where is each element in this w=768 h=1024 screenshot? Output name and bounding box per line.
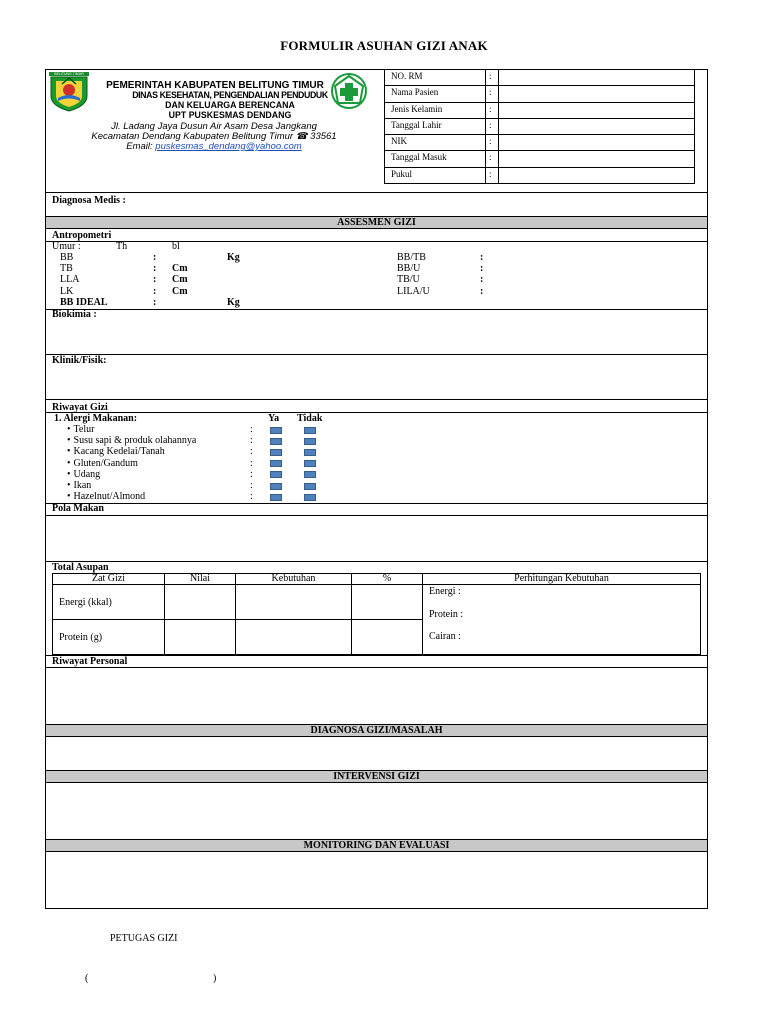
email-label: Email: xyxy=(126,141,156,152)
allergen-item: • Susu sapi & produk olahannya xyxy=(67,435,196,446)
allergen-sep: : xyxy=(250,491,253,503)
patient-field-sep: : xyxy=(486,167,499,183)
allergen-sep: : xyxy=(250,424,253,435)
allergen-sep: : xyxy=(250,446,253,458)
divider xyxy=(45,241,708,242)
logo-caption: BELITUNG TIMUR xyxy=(54,72,84,76)
antro-index-label: TB/U xyxy=(397,274,420,285)
energi-nilai-cell[interactable] xyxy=(165,585,236,620)
allergen-ya-checkbox[interactable] xyxy=(270,438,282,445)
org-line-3: DAN KELUARGA BERENCANA xyxy=(165,100,295,110)
patient-field-value[interactable] xyxy=(499,70,695,86)
patient-field-value[interactable] xyxy=(499,118,695,134)
antro-label: TB xyxy=(60,263,73,274)
alergi-heading: 1. Alergi Makanan: xyxy=(54,413,138,424)
allergen-item: • Gluten/Gandum xyxy=(67,458,138,469)
bl-label: bl xyxy=(172,241,180,252)
divider xyxy=(45,354,708,355)
th-label: Th xyxy=(116,241,128,252)
address-line-1: Jl. Ladang Jaya Dusun Air Asam Desa Jangkang xyxy=(111,121,317,132)
energi-percent-cell[interactable] xyxy=(352,585,423,620)
allergen-tidak-checkbox[interactable] xyxy=(304,494,316,501)
patient-field-sep: : xyxy=(486,70,499,86)
antro-sep: : xyxy=(153,252,157,263)
divider xyxy=(45,667,708,668)
ya-header: Ya xyxy=(268,413,280,424)
col-perhitungan: Perhitungan Kebutuhan xyxy=(423,574,701,585)
form-title: FORMULIR ASUHAN GIZI ANAK xyxy=(280,38,488,53)
antropometri-heading: Antropometri xyxy=(52,230,112,241)
org-line-2: DINAS KESEHATAN, PENGENDALIAN PENDUDUK xyxy=(132,90,328,100)
protein-percent-cell[interactable] xyxy=(352,620,423,655)
section-assesmen-gizi: ASSESMEN GIZI xyxy=(46,216,707,229)
antro-sep: : xyxy=(153,297,157,308)
klinik-label: Klinik/Fisik: xyxy=(52,355,107,366)
patient-field-row xyxy=(385,70,695,86)
allergen-item: • Udang xyxy=(67,469,100,480)
allergen-tidak-checkbox[interactable] xyxy=(304,483,316,490)
antro-sep: : xyxy=(153,286,157,297)
protein-kebutuhan-cell[interactable] xyxy=(236,620,352,655)
org-line-4: UPT PUSKESMAS DENDANG xyxy=(168,110,292,120)
antro-label: BB xyxy=(60,252,74,263)
allergen-tidak-checkbox[interactable] xyxy=(304,449,316,456)
antro-unit: Kg xyxy=(227,252,240,263)
protein-nilai-cell[interactable] xyxy=(165,620,236,655)
diagnosa-medis-label: Diagnosa Medis : xyxy=(52,195,126,206)
antro-unit: Cm xyxy=(172,286,188,297)
email-link[interactable]: puskesmas_dendang@yahoo.com xyxy=(155,141,302,152)
patient-field-sep: : xyxy=(486,135,499,151)
divider xyxy=(45,503,708,504)
patient-field-value[interactable] xyxy=(499,135,695,151)
col-zat-gizi: Zat Gizi xyxy=(53,574,165,585)
patient-field-sep: : xyxy=(486,151,499,167)
antro-index-label: LILA/U xyxy=(397,286,430,297)
patient-field-row xyxy=(385,118,695,134)
patient-field-label: Tanggal Masuk xyxy=(385,151,486,167)
antro-index-sep: : xyxy=(480,286,484,297)
perhitungan-energi: Energi : xyxy=(429,586,461,597)
divider xyxy=(45,561,708,562)
antro-index-sep: : xyxy=(480,274,484,285)
allergen-sep: : xyxy=(250,468,253,480)
divider xyxy=(45,309,708,310)
total-asupan-table xyxy=(52,573,701,655)
allergen-tidak-checkbox[interactable] xyxy=(304,427,316,434)
patient-field-row xyxy=(385,102,695,118)
allergen-item: • Telur xyxy=(67,424,94,435)
divider xyxy=(45,655,708,656)
allergen-item: • Ikan xyxy=(67,480,91,491)
pola-makan-label: Pola Makan xyxy=(52,503,104,514)
org-line-1: PEMERINTAH KABUPATEN BELITUNG TIMUR xyxy=(106,80,324,91)
signature-close-paren: ) xyxy=(213,973,217,984)
allergen-tidak-checkbox[interactable] xyxy=(304,460,316,467)
col-percent: % xyxy=(352,574,423,585)
patient-field-label: Jenis Kelamin xyxy=(385,102,486,118)
allergen-ya-checkbox[interactable] xyxy=(270,494,282,501)
divider xyxy=(45,192,708,193)
patient-field-value[interactable] xyxy=(499,151,695,167)
patient-info-table xyxy=(384,69,695,184)
allergen-ya-checkbox[interactable] xyxy=(270,471,282,478)
divider xyxy=(45,412,708,413)
antro-label: LLA xyxy=(60,274,80,285)
antro-index-label: BB/U xyxy=(397,263,421,274)
biokimia-label: Biokimia : xyxy=(52,309,97,320)
patient-field-label: Nama Pasien xyxy=(385,86,486,102)
antro-unit: Cm xyxy=(172,274,188,285)
petugas-gizi-label: PETUGAS GIZI xyxy=(110,933,178,944)
section-intervensi-gizi: INTERVENSI GIZI xyxy=(46,770,707,783)
patient-field-row xyxy=(385,135,695,151)
allergen-ya-checkbox[interactable] xyxy=(270,460,282,467)
allergen-sep: : xyxy=(250,457,253,469)
allergen-ya-checkbox[interactable] xyxy=(270,449,282,456)
allergen-ya-checkbox[interactable] xyxy=(270,427,282,434)
form-frame xyxy=(45,69,708,909)
patient-field-value[interactable] xyxy=(499,86,695,102)
divider xyxy=(45,515,708,516)
allergen-item: • Hazelnut/Almond xyxy=(67,491,145,502)
patient-field-sep: : xyxy=(486,118,499,134)
allergen-sep: : xyxy=(250,435,253,447)
umur-label: Umur : xyxy=(52,241,81,252)
patient-field-sep: : xyxy=(486,86,499,102)
energi-kebutuhan-cell[interactable] xyxy=(236,585,352,620)
section-monitoring: MONITORING DAN EVALUASI xyxy=(46,839,707,852)
antro-sep: : xyxy=(153,263,157,274)
patient-field-label: NO. RM xyxy=(385,70,486,86)
patient-field-value[interactable] xyxy=(499,102,695,118)
allergen-tidak-checkbox[interactable] xyxy=(304,471,316,478)
col-nilai: Nilai xyxy=(165,574,236,585)
divider xyxy=(45,399,708,400)
antro-index-sep: : xyxy=(480,263,484,274)
tidak-header: Tidak xyxy=(297,413,323,424)
antro-unit: Kg xyxy=(227,297,240,308)
allergen-sep: : xyxy=(250,480,253,491)
section-diagnosa-gizi: DIAGNOSA GIZI/MASALAH xyxy=(46,724,707,737)
row-protein: Protein (g) xyxy=(53,620,165,655)
perhitungan-cell[interactable] xyxy=(423,585,701,655)
allergen-ya-checkbox[interactable] xyxy=(270,483,282,490)
total-asupan-heading: Total Asupan xyxy=(52,562,109,573)
perhitungan-protein: Protein : xyxy=(429,609,464,620)
patient-field-value[interactable] xyxy=(499,167,695,183)
patient-field-sep: : xyxy=(486,102,499,118)
col-kebutuhan: Kebutuhan xyxy=(236,574,352,585)
allergen-item: • Kacang Kedelai/Tanah xyxy=(67,446,165,457)
allergen-tidak-checkbox[interactable] xyxy=(304,438,316,445)
antro-index-sep: : xyxy=(480,252,484,263)
signature-open-paren: ( xyxy=(85,973,89,984)
patient-field-label: NIK xyxy=(385,135,486,151)
antro-unit: Cm xyxy=(172,263,188,274)
antro-label: LK xyxy=(60,286,74,297)
antro-sep: : xyxy=(153,274,157,285)
email-line xyxy=(46,141,382,152)
address-line-2: Kecamatan Dendang Kabupaten Belitung Timur ☎ 33561 xyxy=(91,131,337,142)
patient-field-label: Pukul xyxy=(385,167,486,183)
antro-label: BB IDEAL xyxy=(60,297,108,308)
perhitungan-cairan: Cairan : xyxy=(429,631,461,642)
patient-field-row xyxy=(385,151,695,167)
riwayat-gizi-heading: Riwayat Gizi xyxy=(52,402,108,413)
patient-field-row xyxy=(385,86,695,102)
regency-crest-icon xyxy=(48,72,90,112)
row-energi: Energi (kkal) xyxy=(53,585,165,620)
patient-field-row xyxy=(385,167,695,183)
antro-index-label: BB/TB xyxy=(397,252,426,263)
riwayat-personal-label: Riwayat Personal xyxy=(52,656,128,667)
patient-field-label: Tanggal Lahir xyxy=(385,118,486,134)
